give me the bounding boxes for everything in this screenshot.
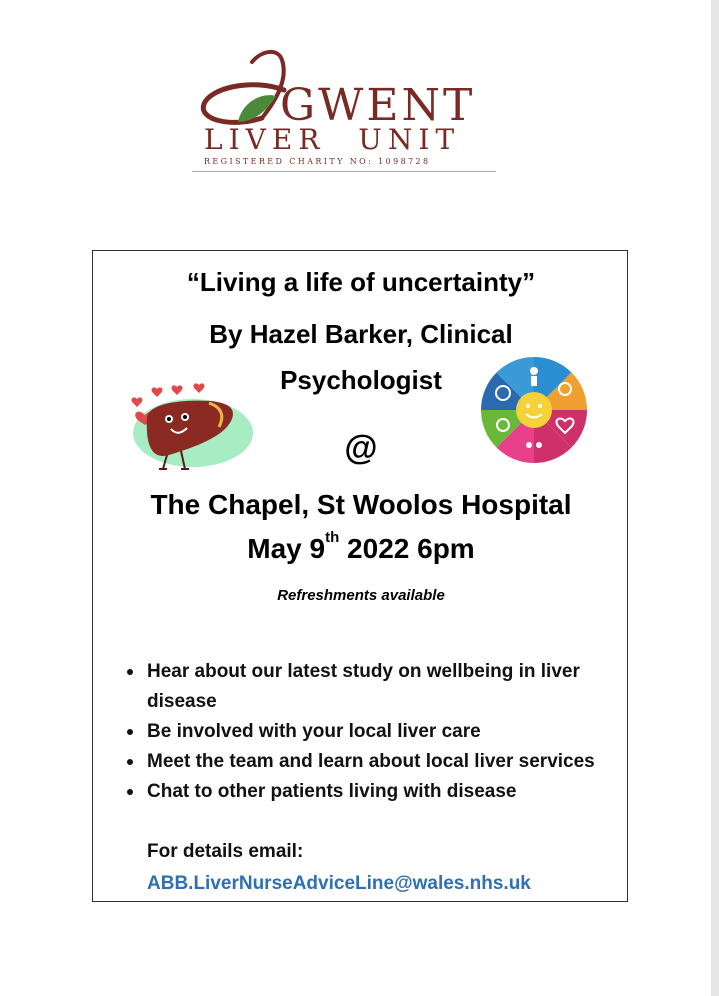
date-rest: 2022 6pm [339,533,475,564]
page-edge-shadow [711,0,719,996]
contact-email-link[interactable]: ABB.LiverNurseAdviceLine@wales.nhs.uk [147,873,531,894]
benefits-list [123,657,647,807]
list-item: Hear about our latest study on wellbeing in liver disease [147,657,647,717]
wellbeing-wheel-icon [479,355,589,465]
at-symbol: @ [344,429,378,467]
list-item: Meet the team and learn about local liver services [147,747,647,777]
refreshments-note: Refreshments available [277,587,445,604]
logo-name: GWENT [280,80,476,131]
speaker-line-2: Psychologist [280,365,442,395]
cartoon-liver-icon [125,381,255,477]
event-venue: The Chapel, St Woolos Hospital [150,489,572,520]
logo-subtitle: LIVER UNIT [204,123,461,156]
event-poster [92,250,628,902]
date-main: May 9 [247,533,326,564]
event-date [93,529,629,565]
list-item: Be involved with your local liver care [147,717,647,747]
gwent-liver-unit-logo [192,38,502,178]
event-title: “Living a life of uncertainty” [186,267,536,297]
details-label: For details email: [147,841,304,862]
logo-charity-number: REGISTERED CHARITY NO: 1098728 [204,157,431,166]
speaker-line-1: By Hazel Barker, Clinical [209,319,513,349]
logo-divider [192,171,496,172]
list-item: Chat to other patients living with disease [147,777,647,807]
date-suffix: th [325,529,340,546]
